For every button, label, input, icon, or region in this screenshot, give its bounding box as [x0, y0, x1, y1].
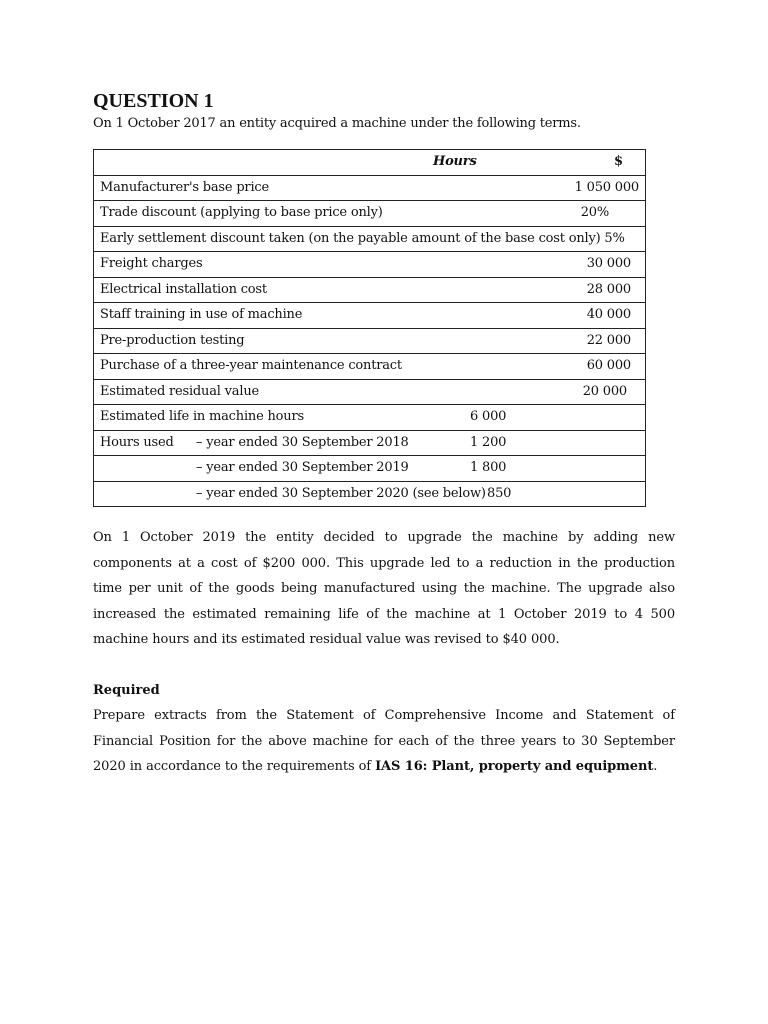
- row-amount: 20%: [580, 205, 609, 220]
- row-label: Early settlement discount taken (on the payable amount of the base cost only) 5%: [100, 230, 625, 246]
- row-label: Hours used: [100, 434, 174, 450]
- row-label: Purchase of a three-year maintenance contract: [100, 358, 402, 373]
- hours-column-header: Hours: [433, 154, 477, 169]
- required-paragraph: [93, 703, 675, 780]
- row-amount: 28 000: [586, 281, 631, 297]
- row-label: Pre-production testing: [100, 332, 245, 348]
- table-row: [94, 481, 646, 507]
- table-row: [94, 328, 646, 354]
- table-row: [94, 277, 646, 303]
- question-title: QUESTION 1: [93, 90, 214, 112]
- row-label: Manufacturer's base price: [100, 179, 269, 195]
- table-row: [94, 456, 646, 482]
- table-row: [94, 430, 646, 456]
- table-row: [94, 405, 646, 431]
- table-row: [94, 354, 646, 380]
- dollar-column-header: $: [614, 154, 623, 169]
- upgrade-paragraph: On 1 October 2019 the entity decided to upgrade the machine by adding new components at a cost of $200 000. This upgrade led to a reduction in the production time per unit of the goods being manufactured using the machine. The upgrade also increased the estimated remaining life of the machine at 1 October 2019 to 4 500 machine hours and its estimated residual value was revised to $40 000.: [93, 530, 675, 647]
- intro-text: On 1 October 2017 an entity acquired a machine under the following terms.: [93, 116, 581, 131]
- required-heading: Required: [93, 682, 160, 698]
- required-text-standard: IAS 16: Plant, property and equipment: [375, 759, 654, 774]
- table-row: [94, 252, 646, 278]
- table-header-row: [94, 150, 646, 176]
- required-text-start: Prepare extracts from the Statement of Comprehensive Income and Statement of Financial Position for the above machine for each of the three years to 30 September 2020 in accordance to the requirements of: [93, 708, 675, 774]
- table-row: [94, 379, 646, 405]
- row-label: Freight charges: [100, 256, 203, 271]
- row-sublabel: – year ended 30 September 2020 (see below): [196, 485, 486, 501]
- row-label: Trade discount (applying to base price only): [100, 205, 383, 220]
- row-label: Estimated residual value: [100, 383, 259, 399]
- row-amount: 40 000: [586, 307, 631, 322]
- row-amount: 30 000: [586, 256, 631, 271]
- row-hours: 6 000: [470, 409, 507, 424]
- row-amount: 1 050 000: [574, 179, 639, 195]
- table-row: [94, 201, 646, 227]
- row-hours: 1 200: [470, 434, 507, 450]
- row-sublabel: – year ended 30 September 2019: [196, 460, 409, 475]
- row-amount: 60 000: [586, 358, 631, 373]
- table-row: [94, 175, 646, 201]
- row-hours: 850: [487, 485, 512, 501]
- terms-table: [93, 149, 646, 507]
- table-row: [94, 303, 646, 329]
- row-label: Estimated life in machine hours: [100, 409, 304, 424]
- table-row: [94, 226, 646, 252]
- row-hours: 1 800: [470, 460, 507, 475]
- row-label: Electrical installation cost: [100, 281, 267, 297]
- document-page: [93, 88, 675, 780]
- row-amount: 20 000: [582, 383, 627, 399]
- row-label: Staff training in use of machine: [100, 307, 303, 322]
- row-sublabel: – year ended 30 September 2018: [196, 434, 409, 450]
- row-amount: 22 000: [586, 332, 631, 348]
- required-text-end: .: [653, 759, 658, 774]
